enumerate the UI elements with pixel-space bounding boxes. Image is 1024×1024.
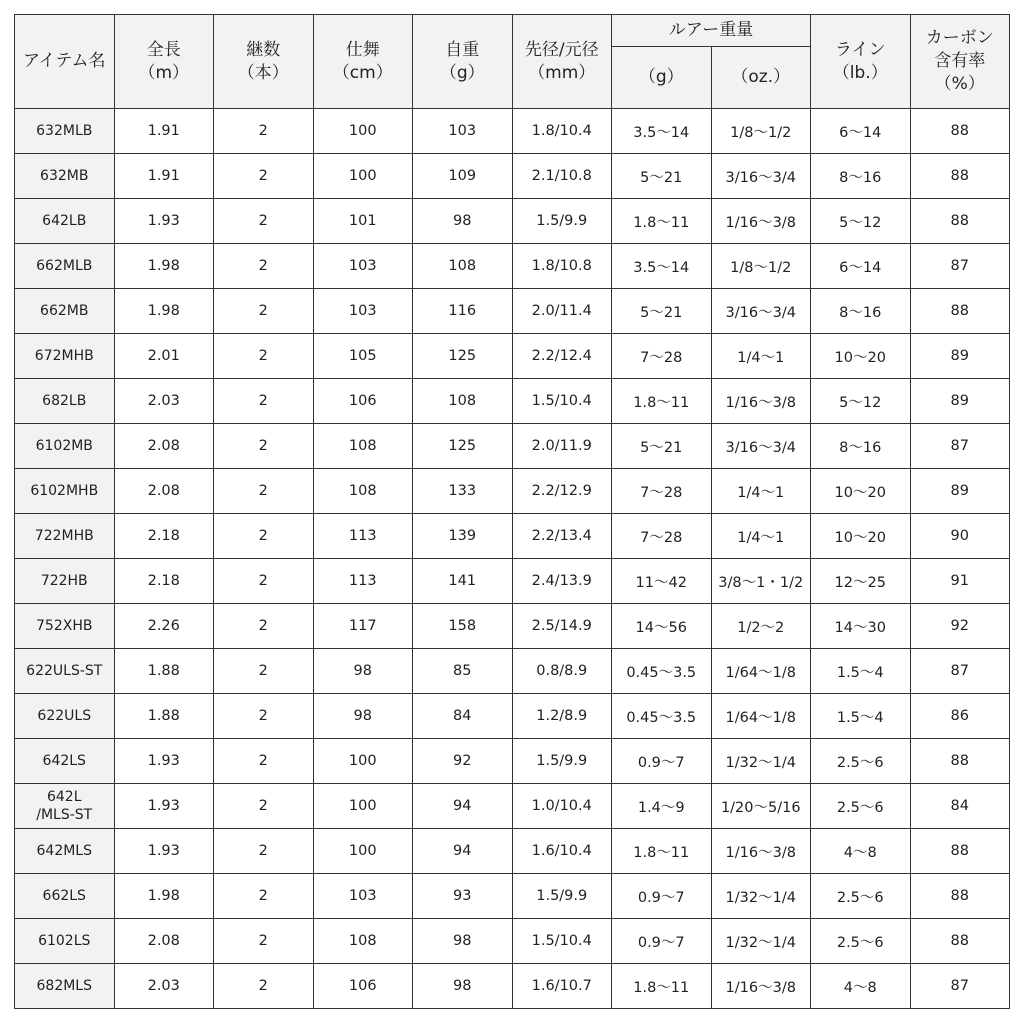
table-row (15, 919, 1010, 964)
cell-lure-g: 7～28 (612, 514, 712, 559)
cell-carbon: 87 (910, 424, 1010, 469)
cell-line: 2.5～6 (811, 874, 911, 919)
cell-weight: 93 (413, 874, 513, 919)
cell-item: 642L /MLS-ST (15, 784, 115, 829)
cell-weight: 109 (413, 154, 513, 199)
cell-weight: 125 (413, 334, 513, 379)
header-line: ライン （lb.） (811, 15, 911, 109)
cell-carbon: 89 (910, 469, 1010, 514)
cell-lure-g: 0.9～7 (612, 874, 712, 919)
cell-lure-oz: 1/4～1 (711, 334, 811, 379)
cell-lure-g: 3.5～14 (612, 244, 712, 289)
cell-length: 1.93 (114, 829, 214, 874)
cell-closed-length: 100 (313, 154, 413, 199)
cell-line: 10～20 (811, 514, 911, 559)
cell-lure-oz: 1/64～1/8 (711, 694, 811, 739)
cell-line: 10～20 (811, 334, 911, 379)
cell-item: 662MLB (15, 244, 115, 289)
cell-length: 2.08 (114, 919, 214, 964)
cell-item: 682LB (15, 379, 115, 424)
table-row (15, 559, 1010, 604)
cell-closed-length: 103 (313, 289, 413, 334)
cell-pieces: 2 (214, 244, 314, 289)
cell-line: 2.5～6 (811, 739, 911, 784)
cell-length: 2.08 (114, 469, 214, 514)
cell-line: 6～14 (811, 244, 911, 289)
cell-length: 2.18 (114, 559, 214, 604)
cell-lure-g: 11～42 (612, 559, 712, 604)
cell-diameter: 1.8/10.4 (512, 109, 612, 154)
header-lure-oz: （oz.） (711, 47, 811, 109)
cell-carbon: 87 (910, 649, 1010, 694)
cell-item: 6102LS (15, 919, 115, 964)
cell-pieces: 2 (214, 784, 314, 829)
cell-carbon: 87 (910, 964, 1010, 1009)
cell-lure-oz: 1/20～5/16 (711, 784, 811, 829)
cell-pieces: 2 (214, 919, 314, 964)
cell-diameter: 1.6/10.4 (512, 829, 612, 874)
cell-weight: 116 (413, 289, 513, 334)
cell-closed-length: 105 (313, 334, 413, 379)
cell-weight: 94 (413, 784, 513, 829)
cell-line: 6～14 (811, 109, 911, 154)
cell-item: 642LS (15, 739, 115, 784)
cell-closed-length: 100 (313, 829, 413, 874)
cell-lure-oz: 1/8～1/2 (711, 244, 811, 289)
cell-diameter: 1.2/8.9 (512, 694, 612, 739)
header-closed-length: 仕舞 （cm） (313, 15, 413, 109)
cell-lure-oz: 3/8～1・1/2 (711, 559, 811, 604)
cell-pieces: 2 (214, 379, 314, 424)
cell-item: 752XHB (15, 604, 115, 649)
cell-length: 1.88 (114, 694, 214, 739)
cell-diameter: 2.0/11.9 (512, 424, 612, 469)
cell-diameter: 1.5/9.9 (512, 874, 612, 919)
cell-item: 622ULS-ST (15, 649, 115, 694)
cell-line: 8～16 (811, 154, 911, 199)
cell-carbon: 92 (910, 604, 1010, 649)
cell-pieces: 2 (214, 514, 314, 559)
table-row (15, 784, 1010, 829)
cell-closed-length: 100 (313, 109, 413, 154)
cell-line: 8～16 (811, 424, 911, 469)
cell-weight: 139 (413, 514, 513, 559)
cell-weight: 108 (413, 379, 513, 424)
cell-pieces: 2 (214, 109, 314, 154)
cell-diameter: 1.5/9.9 (512, 739, 612, 784)
cell-lure-oz: 3/16～3/4 (711, 289, 811, 334)
cell-pieces: 2 (214, 739, 314, 784)
cell-lure-g: 1.4～9 (612, 784, 712, 829)
cell-item: 6102MB (15, 424, 115, 469)
cell-carbon: 88 (910, 154, 1010, 199)
cell-diameter: 2.2/13.4 (512, 514, 612, 559)
cell-carbon: 87 (910, 244, 1010, 289)
cell-closed-length: 103 (313, 874, 413, 919)
cell-pieces: 2 (214, 874, 314, 919)
cell-weight: 125 (413, 424, 513, 469)
cell-line: 4～8 (811, 829, 911, 874)
cell-weight: 141 (413, 559, 513, 604)
cell-lure-oz: 1/32～1/4 (711, 919, 811, 964)
cell-closed-length: 103 (313, 244, 413, 289)
cell-line: 1.5～4 (811, 694, 911, 739)
cell-carbon: 89 (910, 334, 1010, 379)
cell-diameter: 2.0/11.4 (512, 289, 612, 334)
header-pieces: 継数 （本） (214, 15, 314, 109)
cell-lure-oz: 1/32～1/4 (711, 739, 811, 784)
cell-length: 1.98 (114, 874, 214, 919)
cell-carbon: 88 (910, 109, 1010, 154)
cell-carbon: 88 (910, 919, 1010, 964)
cell-weight: 85 (413, 649, 513, 694)
cell-carbon: 88 (910, 739, 1010, 784)
cell-lure-oz: 1/2～2 (711, 604, 811, 649)
cell-lure-oz: 1/4～1 (711, 469, 811, 514)
table-row (15, 424, 1010, 469)
cell-length: 2.03 (114, 379, 214, 424)
cell-closed-length: 108 (313, 469, 413, 514)
cell-lure-oz: 3/16～3/4 (711, 424, 811, 469)
cell-weight: 98 (413, 919, 513, 964)
cell-weight: 98 (413, 199, 513, 244)
cell-lure-g: 1.8～11 (612, 379, 712, 424)
cell-pieces: 2 (214, 469, 314, 514)
cell-weight: 94 (413, 829, 513, 874)
cell-lure-g: 5～21 (612, 424, 712, 469)
cell-closed-length: 108 (313, 919, 413, 964)
cell-diameter: 2.2/12.4 (512, 334, 612, 379)
cell-item: 642MLS (15, 829, 115, 874)
cell-item: 622ULS (15, 694, 115, 739)
cell-line: 4～8 (811, 964, 911, 1009)
table-row (15, 199, 1010, 244)
cell-diameter: 1.5/10.4 (512, 919, 612, 964)
cell-length: 1.91 (114, 154, 214, 199)
cell-lure-oz: 1/16～3/8 (711, 379, 811, 424)
cell-diameter: 1.6/10.7 (512, 964, 612, 1009)
cell-item: 662MB (15, 289, 115, 334)
cell-item: 632MLB (15, 109, 115, 154)
header-lure-weight: ルアー重量 (612, 15, 811, 47)
cell-closed-length: 98 (313, 649, 413, 694)
cell-pieces: 2 (214, 424, 314, 469)
cell-diameter: 1.5/9.9 (512, 199, 612, 244)
table-row (15, 289, 1010, 334)
cell-lure-oz: 1/32～1/4 (711, 874, 811, 919)
cell-lure-g: 3.5～14 (612, 109, 712, 154)
cell-lure-g: 5～21 (612, 289, 712, 334)
cell-weight: 108 (413, 244, 513, 289)
cell-diameter: 1.8/10.8 (512, 244, 612, 289)
cell-lure-g: 5～21 (612, 154, 712, 199)
cell-pieces: 2 (214, 289, 314, 334)
cell-item: 672MHB (15, 334, 115, 379)
cell-item: 662LS (15, 874, 115, 919)
cell-length: 1.91 (114, 109, 214, 154)
cell-length: 1.93 (114, 199, 214, 244)
cell-length: 2.08 (114, 424, 214, 469)
cell-line: 5～12 (811, 379, 911, 424)
table-row (15, 739, 1010, 784)
cell-lure-oz: 1/16～3/8 (711, 199, 811, 244)
cell-closed-length: 117 (313, 604, 413, 649)
header-weight: 自重 （g） (413, 15, 513, 109)
cell-closed-length: 106 (313, 379, 413, 424)
cell-item: 722MHB (15, 514, 115, 559)
cell-length: 2.18 (114, 514, 214, 559)
cell-line: 5～12 (811, 199, 911, 244)
cell-diameter: 1.5/10.4 (512, 379, 612, 424)
cell-item: 682MLS (15, 964, 115, 1009)
cell-diameter: 2.5/14.9 (512, 604, 612, 649)
cell-lure-g: 1.8～11 (612, 199, 712, 244)
cell-lure-g: 14～56 (612, 604, 712, 649)
cell-weight: 103 (413, 109, 513, 154)
cell-lure-g: 0.9～7 (612, 739, 712, 784)
cell-line: 2.5～6 (811, 784, 911, 829)
table-row (15, 514, 1010, 559)
cell-closed-length: 113 (313, 514, 413, 559)
cell-closed-length: 98 (313, 694, 413, 739)
cell-pieces: 2 (214, 334, 314, 379)
cell-length: 2.01 (114, 334, 214, 379)
cell-item: 6102MHB (15, 469, 115, 514)
cell-diameter: 2.1/10.8 (512, 154, 612, 199)
cell-length: 1.98 (114, 244, 214, 289)
cell-lure-oz: 1/64～1/8 (711, 649, 811, 694)
cell-line: 12～25 (811, 559, 911, 604)
table-row (15, 649, 1010, 694)
table-row (15, 154, 1010, 199)
table-row (15, 964, 1010, 1009)
table-row (15, 244, 1010, 289)
cell-lure-g: 1.8～11 (612, 829, 712, 874)
cell-weight: 98 (413, 964, 513, 1009)
cell-item: 722HB (15, 559, 115, 604)
cell-pieces: 2 (214, 829, 314, 874)
cell-lure-g: 0.9～7 (612, 919, 712, 964)
cell-length: 1.93 (114, 739, 214, 784)
table-row (15, 694, 1010, 739)
table-row (15, 379, 1010, 424)
cell-pieces: 2 (214, 604, 314, 649)
table-row (15, 829, 1010, 874)
cell-length: 1.93 (114, 784, 214, 829)
cell-pieces: 2 (214, 964, 314, 1009)
table-row (15, 469, 1010, 514)
spec-table (14, 14, 1010, 1009)
cell-closed-length: 100 (313, 784, 413, 829)
cell-lure-oz: 1/16～3/8 (711, 964, 811, 1009)
cell-pieces: 2 (214, 199, 314, 244)
cell-carbon: 89 (910, 379, 1010, 424)
header-length: 全長 （m） (114, 15, 214, 109)
cell-length: 1.98 (114, 289, 214, 334)
cell-carbon: 86 (910, 694, 1010, 739)
cell-length: 1.88 (114, 649, 214, 694)
cell-pieces: 2 (214, 559, 314, 604)
table-row (15, 109, 1010, 154)
cell-closed-length: 113 (313, 559, 413, 604)
header-item: アイテム名 (15, 15, 115, 109)
cell-line: 2.5～6 (811, 919, 911, 964)
cell-closed-length: 108 (313, 424, 413, 469)
cell-line: 14～30 (811, 604, 911, 649)
cell-pieces: 2 (214, 649, 314, 694)
cell-carbon: 88 (910, 289, 1010, 334)
cell-diameter: 0.8/8.9 (512, 649, 612, 694)
cell-lure-g: 1.8～11 (612, 964, 712, 1009)
cell-line: 10～20 (811, 469, 911, 514)
cell-closed-length: 101 (313, 199, 413, 244)
cell-lure-oz: 1/16～3/8 (711, 829, 811, 874)
cell-lure-g: 0.45～3.5 (612, 694, 712, 739)
cell-item: 632MB (15, 154, 115, 199)
cell-weight: 84 (413, 694, 513, 739)
cell-lure-oz: 3/16～3/4 (711, 154, 811, 199)
cell-carbon: 88 (910, 874, 1010, 919)
table-row (15, 874, 1010, 919)
cell-carbon: 91 (910, 559, 1010, 604)
cell-lure-oz: 1/4～1 (711, 514, 811, 559)
cell-closed-length: 106 (313, 964, 413, 1009)
cell-weight: 133 (413, 469, 513, 514)
cell-line: 1.5～4 (811, 649, 911, 694)
cell-lure-oz: 1/8～1/2 (711, 109, 811, 154)
table-row (15, 334, 1010, 379)
cell-carbon: 88 (910, 199, 1010, 244)
cell-carbon: 88 (910, 829, 1010, 874)
cell-pieces: 2 (214, 154, 314, 199)
cell-closed-length: 100 (313, 739, 413, 784)
cell-weight: 158 (413, 604, 513, 649)
header-lure-g: （g） (612, 47, 712, 109)
header-carbon: カーボン 含有率 （%） (910, 15, 1010, 109)
cell-diameter: 2.4/13.9 (512, 559, 612, 604)
cell-line: 8～16 (811, 289, 911, 334)
cell-carbon: 90 (910, 514, 1010, 559)
cell-pieces: 2 (214, 694, 314, 739)
cell-lure-g: 7～28 (612, 334, 712, 379)
table-row (15, 604, 1010, 649)
cell-diameter: 2.2/12.9 (512, 469, 612, 514)
cell-item: 642LB (15, 199, 115, 244)
header-diameter: 先径/元径 （mm） (512, 15, 612, 109)
cell-lure-g: 7～28 (612, 469, 712, 514)
cell-diameter: 1.0/10.4 (512, 784, 612, 829)
cell-length: 2.03 (114, 964, 214, 1009)
cell-lure-g: 0.45～3.5 (612, 649, 712, 694)
cell-carbon: 84 (910, 784, 1010, 829)
cell-weight: 92 (413, 739, 513, 784)
cell-length: 2.26 (114, 604, 214, 649)
